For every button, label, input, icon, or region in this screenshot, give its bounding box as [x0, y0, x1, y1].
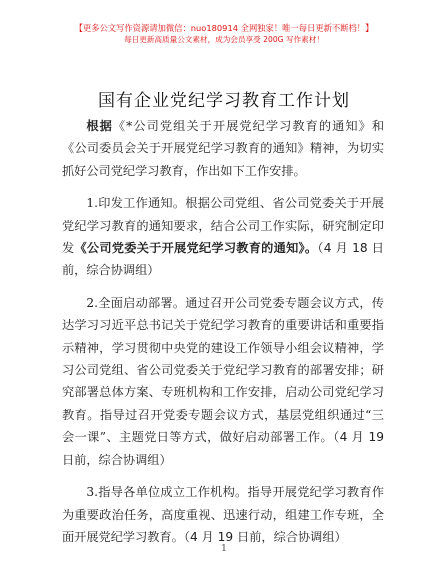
item-1-text: 1.印发工作通知。根据公司党组、省公司党委关于开展党纪学习教育的通知要求，结合公司工作实际，研究制定印发 — [62, 196, 384, 256]
paragraph-item-3 — [62, 481, 384, 548]
promo-banner — [0, 22, 448, 46]
intro-lead: 根据 — [86, 119, 113, 133]
intro-rest: 精神，为切实抓好公司党纪学习教育，作出如下工作安排。 — [62, 141, 385, 178]
paragraph-item-2 — [62, 292, 384, 471]
item-1-bold-ref: 《公司党委关于开展党纪学习教育的通知》。 — [74, 241, 318, 256]
document-body — [62, 115, 384, 558]
intro-doc-ref: 《*公司党组关于开展党纪学习教育的通知》和《公司委员会关于开展党纪学习教育的通知》 — [62, 119, 385, 156]
item-3-deadline: （4 月 19 日前，综合协调组） — [183, 529, 347, 544]
banner-line-1: 【更多公文写作资源请加微信：nuo180914 全网独家！唯一每日更新不断档！】 — [74, 23, 374, 33]
item-1-deadline: （4 月 18 日前，综合协调组） — [62, 241, 384, 278]
item-2-text: 2.全面启动部署。通过召开公司党委专题会议方式，传达学习习近平总书记关于党纪学习教育的重要讲话和重要指示精神，学习贯彻中央党的建设工作领导小组会议精神，学习公司党组、省公司党委关于党纪学习教育的部署安排；研究部署总体方案、专班机构和工作安排，启动公司党纪学习教育。指导过召开党委专题会议方式，基层党组织通过“三会一课”、主题党日等方式，做好启动部署工作。 — [62, 295, 384, 445]
item-3-text: 3.指导各单位成立工作机构。指导开展党纪学习教育作为重要政治任务，高度重视、迅速行动，组建工作专班，全面开展党纪学习教育。 — [62, 485, 384, 544]
document-title: 国有企业党纪学习教育工作计划 — [98, 91, 350, 111]
banner-line-2: 每日更新高质量公文素材，成为会员享受 200G 写作素材！ — [124, 35, 324, 44]
paragraph-item-1 — [62, 192, 384, 282]
page-number: 1 — [221, 544, 227, 554]
item-2-deadline: （4 月 19 日前，综合协调组） — [62, 430, 384, 467]
paragraph-intro — [62, 115, 384, 182]
